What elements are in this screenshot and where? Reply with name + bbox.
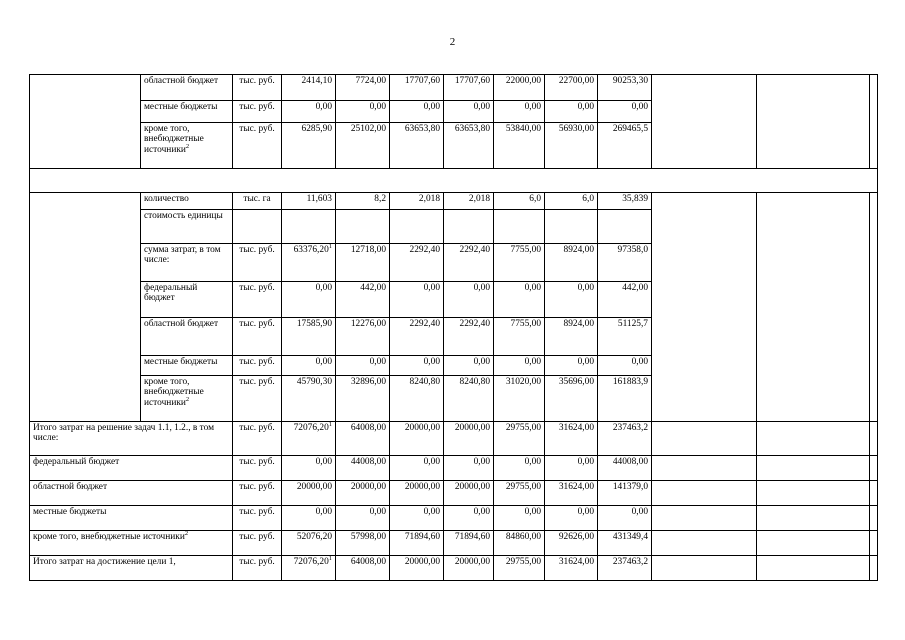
value-cell: 0,00 <box>336 506 390 531</box>
value-cell: 72076,20$^1$ <box>282 422 336 456</box>
unit-cell: тыс. руб. <box>233 531 282 556</box>
footnote-marker: 1 <box>328 554 332 562</box>
value-cell: 0,00 <box>444 356 494 376</box>
value-cell: 31624,00 <box>545 556 598 581</box>
value-cell: 2,018 <box>444 193 494 210</box>
value-cell: 0,00 <box>444 101 494 123</box>
value-cell: 20000,00 <box>336 481 390 506</box>
value-cell: 237463,2 <box>598 556 652 581</box>
value-cell: 53840,00 <box>494 123 545 169</box>
value-cell <box>494 210 545 244</box>
unit-cell: тыс. руб. <box>233 318 282 356</box>
result-cell <box>757 481 870 506</box>
value-cell: 0,00 <box>390 506 444 531</box>
value-cell: 8924,00 <box>545 244 598 282</box>
total-label: Итого затрат на достижение цели 1, <box>30 556 233 581</box>
value-cell: 0,00 <box>545 456 598 481</box>
value-cell: 0,00 <box>545 506 598 531</box>
table-row <box>30 75 878 101</box>
value-cell: 20000,00 <box>444 556 494 581</box>
value-cell: 0,00 <box>336 101 390 123</box>
value-cell: 0,00 <box>545 356 598 376</box>
value-cell <box>390 210 444 244</box>
executor-cell <box>652 531 757 556</box>
value-cell: 20000,00 <box>390 481 444 506</box>
unit-cell: тыс. руб. <box>233 244 282 282</box>
value-cell: 97358,0 <box>598 244 652 282</box>
value-cell: 31020,00 <box>494 376 545 422</box>
value-cell: 0,00 <box>282 101 336 123</box>
value-cell <box>444 210 494 244</box>
value-cell: 161883,9 <box>598 376 652 422</box>
value-cell: 0,00 <box>494 356 545 376</box>
value-cell: 12276,00 <box>336 318 390 356</box>
total-label: областной бюджет <box>30 481 233 506</box>
unit-cell: тыс. руб. <box>233 506 282 531</box>
total-row <box>30 481 878 506</box>
value-cell: 20000,00 <box>444 422 494 456</box>
value-cell: 22000,00 <box>494 75 545 101</box>
value-cell: 29755,00 <box>494 422 545 456</box>
footnote-marker: 2 <box>184 529 189 537</box>
unit-cell: тыс. руб. <box>233 123 282 169</box>
value-cell: 20000,00 <box>390 556 444 581</box>
value-cell: 29755,00 <box>494 481 545 506</box>
unit-cell: тыс. руб. <box>233 456 282 481</box>
value-cell <box>282 210 336 244</box>
value-cell: 52076,20 <box>282 531 336 556</box>
value-cell: 6,0 <box>545 193 598 210</box>
value-cell: 63653,80 <box>390 123 444 169</box>
value-cell: 22700,00 <box>545 75 598 101</box>
value-cell: 63376,20$^1$ <box>282 244 336 282</box>
value-cell: 57998,00 <box>336 531 390 556</box>
value-cell <box>598 210 652 244</box>
result-cell <box>757 456 870 481</box>
value-cell: 71894,60 <box>444 531 494 556</box>
unit-cell: тыс. руб. <box>233 101 282 123</box>
value-cell: 141379,0 <box>598 481 652 506</box>
total-label: кроме того, внебюджетные источники$^2$ <box>30 531 233 556</box>
value-cell: 20000,00 <box>282 481 336 506</box>
value-cell: 12718,00 <box>336 244 390 282</box>
value-cell: 31624,00 <box>545 481 598 506</box>
value-cell: 442,00 <box>336 282 390 318</box>
executor-cell <box>652 193 757 422</box>
total-row <box>30 506 878 531</box>
value-cell: 0,00 <box>598 101 652 123</box>
value-cell: 63653,80 <box>444 123 494 169</box>
value-cell: 6,0 <box>494 193 545 210</box>
value-cell: 2292,40 <box>444 318 494 356</box>
value-cell: 7755,00 <box>494 318 545 356</box>
value-cell <box>545 210 598 244</box>
value-cell: 90253,30 <box>598 75 652 101</box>
value-cell: 17707,60 <box>390 75 444 101</box>
executor-cell <box>652 456 757 481</box>
footnote-marker: 1 <box>328 420 332 428</box>
value-cell: 32896,00 <box>336 376 390 422</box>
value-cell: 0,00 <box>444 456 494 481</box>
spare-cell <box>870 531 878 556</box>
value-cell: 31624,00 <box>545 422 598 456</box>
unit-cell: тыс. га <box>233 193 282 210</box>
value-cell: 0,00 <box>282 282 336 318</box>
value-cell: 0,00 <box>282 356 336 376</box>
value-cell: 0,00 <box>598 506 652 531</box>
footnote-marker: 1 <box>328 242 332 250</box>
value-cell: 442,00 <box>598 282 652 318</box>
result-cell <box>757 75 870 169</box>
footnote-marker: 2 <box>185 142 190 150</box>
budget-table <box>29 74 878 581</box>
value-cell: 2292,40 <box>444 244 494 282</box>
value-cell: 0,00 <box>494 506 545 531</box>
value-cell: 6285,90 <box>282 123 336 169</box>
value-cell: 0,00 <box>390 456 444 481</box>
value-cell: 17707,60 <box>444 75 494 101</box>
value-cell: 2,018 <box>390 193 444 210</box>
value-cell: 11,603 <box>282 193 336 210</box>
value-cell: 51125,7 <box>598 318 652 356</box>
executor-cell <box>652 556 757 581</box>
value-cell: 8924,00 <box>545 318 598 356</box>
total-label: федеральный бюджет <box>30 456 233 481</box>
value-cell: 0,00 <box>494 456 545 481</box>
value-cell: 17585,90 <box>282 318 336 356</box>
unit-cell: тыс. руб. <box>233 356 282 376</box>
value-cell: 8240,80 <box>390 376 444 422</box>
table-row <box>30 193 878 210</box>
unit-cell: тыс. руб. <box>233 481 282 506</box>
row-label: федеральный бюджет <box>141 282 233 318</box>
row-label: областной бюджет <box>141 318 233 356</box>
value-cell: 35696,00 <box>545 376 598 422</box>
value-cell: 0,00 <box>494 101 545 123</box>
value-cell: 92626,00 <box>545 531 598 556</box>
value-cell: 72076,20$^1$ <box>282 556 336 581</box>
value-cell: 84860,00 <box>494 531 545 556</box>
row-label: кроме того, внебюджетные источники$^2$ <box>141 376 233 422</box>
spare-cell <box>870 556 878 581</box>
executor-cell <box>652 506 757 531</box>
value-cell: 29755,00 <box>494 556 545 581</box>
value-cell: 269465,5 <box>598 123 652 169</box>
spare-cell <box>870 456 878 481</box>
row-label: областной бюджет <box>141 75 233 101</box>
value-cell: 64008,00 <box>336 422 390 456</box>
value-cell: 0,00 <box>598 356 652 376</box>
unit-cell: тыс. руб. <box>233 282 282 318</box>
value-cell: 431349,4 <box>598 531 652 556</box>
spare-cell <box>870 506 878 531</box>
value-cell: 2292,40 <box>390 318 444 356</box>
spare-cell <box>870 422 878 456</box>
value-cell: 20000,00 <box>390 422 444 456</box>
value-cell: 0,00 <box>545 101 598 123</box>
result-cell <box>757 556 870 581</box>
measure-cell <box>30 193 141 422</box>
value-cell: 64008,00 <box>336 556 390 581</box>
row-label: местные бюджеты <box>141 356 233 376</box>
executor-cell <box>652 75 757 169</box>
value-cell: 45790,30 <box>282 376 336 422</box>
row-label: кроме того, внебюджетные источники$^2$ <box>141 123 233 169</box>
unit-cell: тыс. руб. <box>233 422 282 456</box>
total-row <box>30 556 878 581</box>
executor-cell <box>652 422 757 456</box>
value-cell: 8,2 <box>336 193 390 210</box>
total-label: Итого затрат на решение задач 1.1, 1.2., в том числе: <box>30 422 233 456</box>
value-cell: 0,00 <box>390 356 444 376</box>
value-cell: 20000,00 <box>444 481 494 506</box>
row-label: сумма затрат, в том числе: <box>141 244 233 282</box>
value-cell: 0,00 <box>336 356 390 376</box>
value-cell: 0,00 <box>282 506 336 531</box>
value-cell: 0,00 <box>390 282 444 318</box>
unit-cell: тыс. руб. <box>233 75 282 101</box>
result-cell <box>757 506 870 531</box>
value-cell: 0,00 <box>444 282 494 318</box>
value-cell: 0,00 <box>494 282 545 318</box>
value-cell: 44008,00 <box>598 456 652 481</box>
row-label: стоимость единицы <box>141 210 233 244</box>
task-title <box>30 169 878 193</box>
spare-cell <box>870 481 878 506</box>
unit-cell: тыс. руб. <box>233 376 282 422</box>
spare-cell <box>870 193 878 422</box>
spare-cell <box>870 75 878 169</box>
value-cell: 8240,80 <box>444 376 494 422</box>
result-cell <box>757 531 870 556</box>
footnote-marker: 2 <box>185 395 190 403</box>
value-cell: 71894,60 <box>390 531 444 556</box>
unit-cell: тыс. руб. <box>233 556 282 581</box>
value-cell: 2414,10 <box>282 75 336 101</box>
value-cell: 56930,00 <box>545 123 598 169</box>
total-row <box>30 531 878 556</box>
value-cell: 7724,00 <box>336 75 390 101</box>
row-label: количество <box>141 193 233 210</box>
total-row <box>30 456 878 481</box>
result-cell <box>757 193 870 422</box>
value-cell <box>336 210 390 244</box>
value-cell: 0,00 <box>390 101 444 123</box>
total-row <box>30 422 878 456</box>
value-cell: 0,00 <box>545 282 598 318</box>
value-cell: 0,00 <box>444 506 494 531</box>
value-cell: 237463,2 <box>598 422 652 456</box>
result-cell <box>757 422 870 456</box>
page-number: 2 <box>449 36 456 48</box>
value-cell: 25102,00 <box>336 123 390 169</box>
total-label: местные бюджеты <box>30 506 233 531</box>
value-cell: 2292,40 <box>390 244 444 282</box>
value-cell: 35,839 <box>598 193 652 210</box>
row-label: местные бюджеты <box>141 101 233 123</box>
unit-cell <box>233 210 282 244</box>
measure-cell <box>30 75 141 169</box>
executor-cell <box>652 481 757 506</box>
value-cell: 44008,00 <box>336 456 390 481</box>
task-row <box>30 169 878 193</box>
value-cell: 7755,00 <box>494 244 545 282</box>
value-cell: 0,00 <box>282 456 336 481</box>
